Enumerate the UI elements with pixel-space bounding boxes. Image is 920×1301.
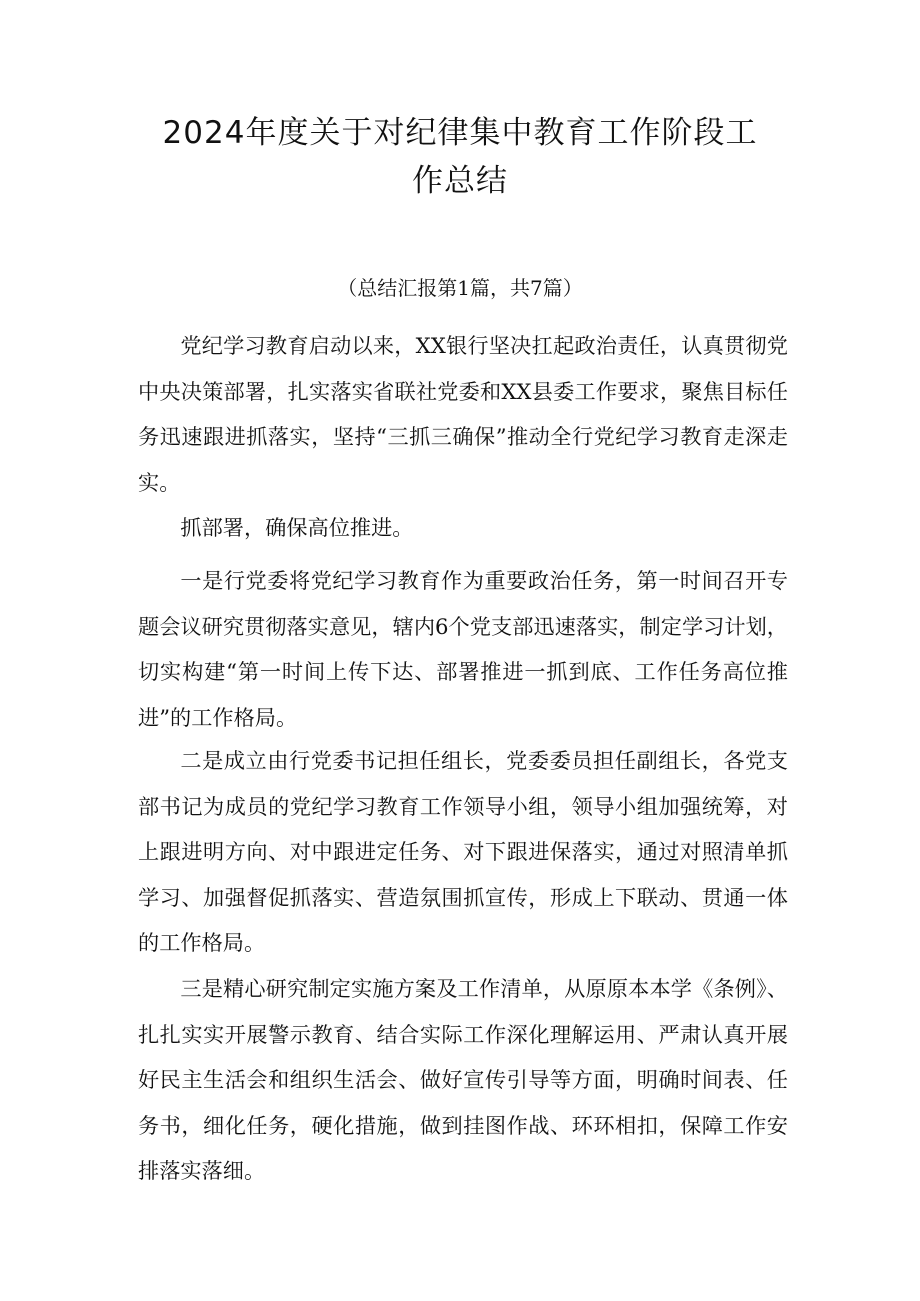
body-paragraph-1: 一是行党委将党纪学习教育作为重要政治任务，第一时间召开专题会议研究贯彻落实意见，辖内6个党支部迅速落实，制定学习计划，切实构建“第一时间上传下达、部署推进一抓到底、工作任务高位推进”的工作格局。 [138,568,788,730]
body-paragraph-3: 三是精心研究制定实施方案及工作清单，从原原本本学《条例》、扎扎实实开展警示教育、结合实际工作深化理解运用、严肃认真开展好民主生活会和组织生活会、做好宣传引导等方面，明确时间表、任务书，细化任务，硬化措施，做到挂图作战、环环相扣，保障工作安排落实落细。 [138,976,788,1184]
section-heading: 抓部署，确保高位推进。 [180,515,414,540]
body-paragraph-2: 二是成立由行党委书记担任组长，党委委员担任副组长，各党支部书记为成员的党纪学习教育工作领导小组，领导小组加强统筹，对上跟进明方向、对中跟进定任务、对下跟进保落实，通过对照清单抓学习、加强督促抓落实、营造氛围抓宣传，形成上下联动、贯通一体的工作格局。 [138,748,788,956]
document-subtitle: （总结汇报第1篇，共7篇） [337,276,583,300]
document-title-line-1: 2024年度关于对纪律集中教育工作阶段工 [162,115,758,151]
document-title-line-2: 作总结 [412,163,508,199]
intro-paragraph: 党纪学习教育启动以来，XX银行坚决扛起政治责任，认真贯彻党中央决策部署，扎实落实省联社党委和XX县委工作要求，聚焦目标任务迅速跟进抓落实，坚持“三抓三确保”推动全行党纪学习教育走深走实。 [138,333,788,495]
